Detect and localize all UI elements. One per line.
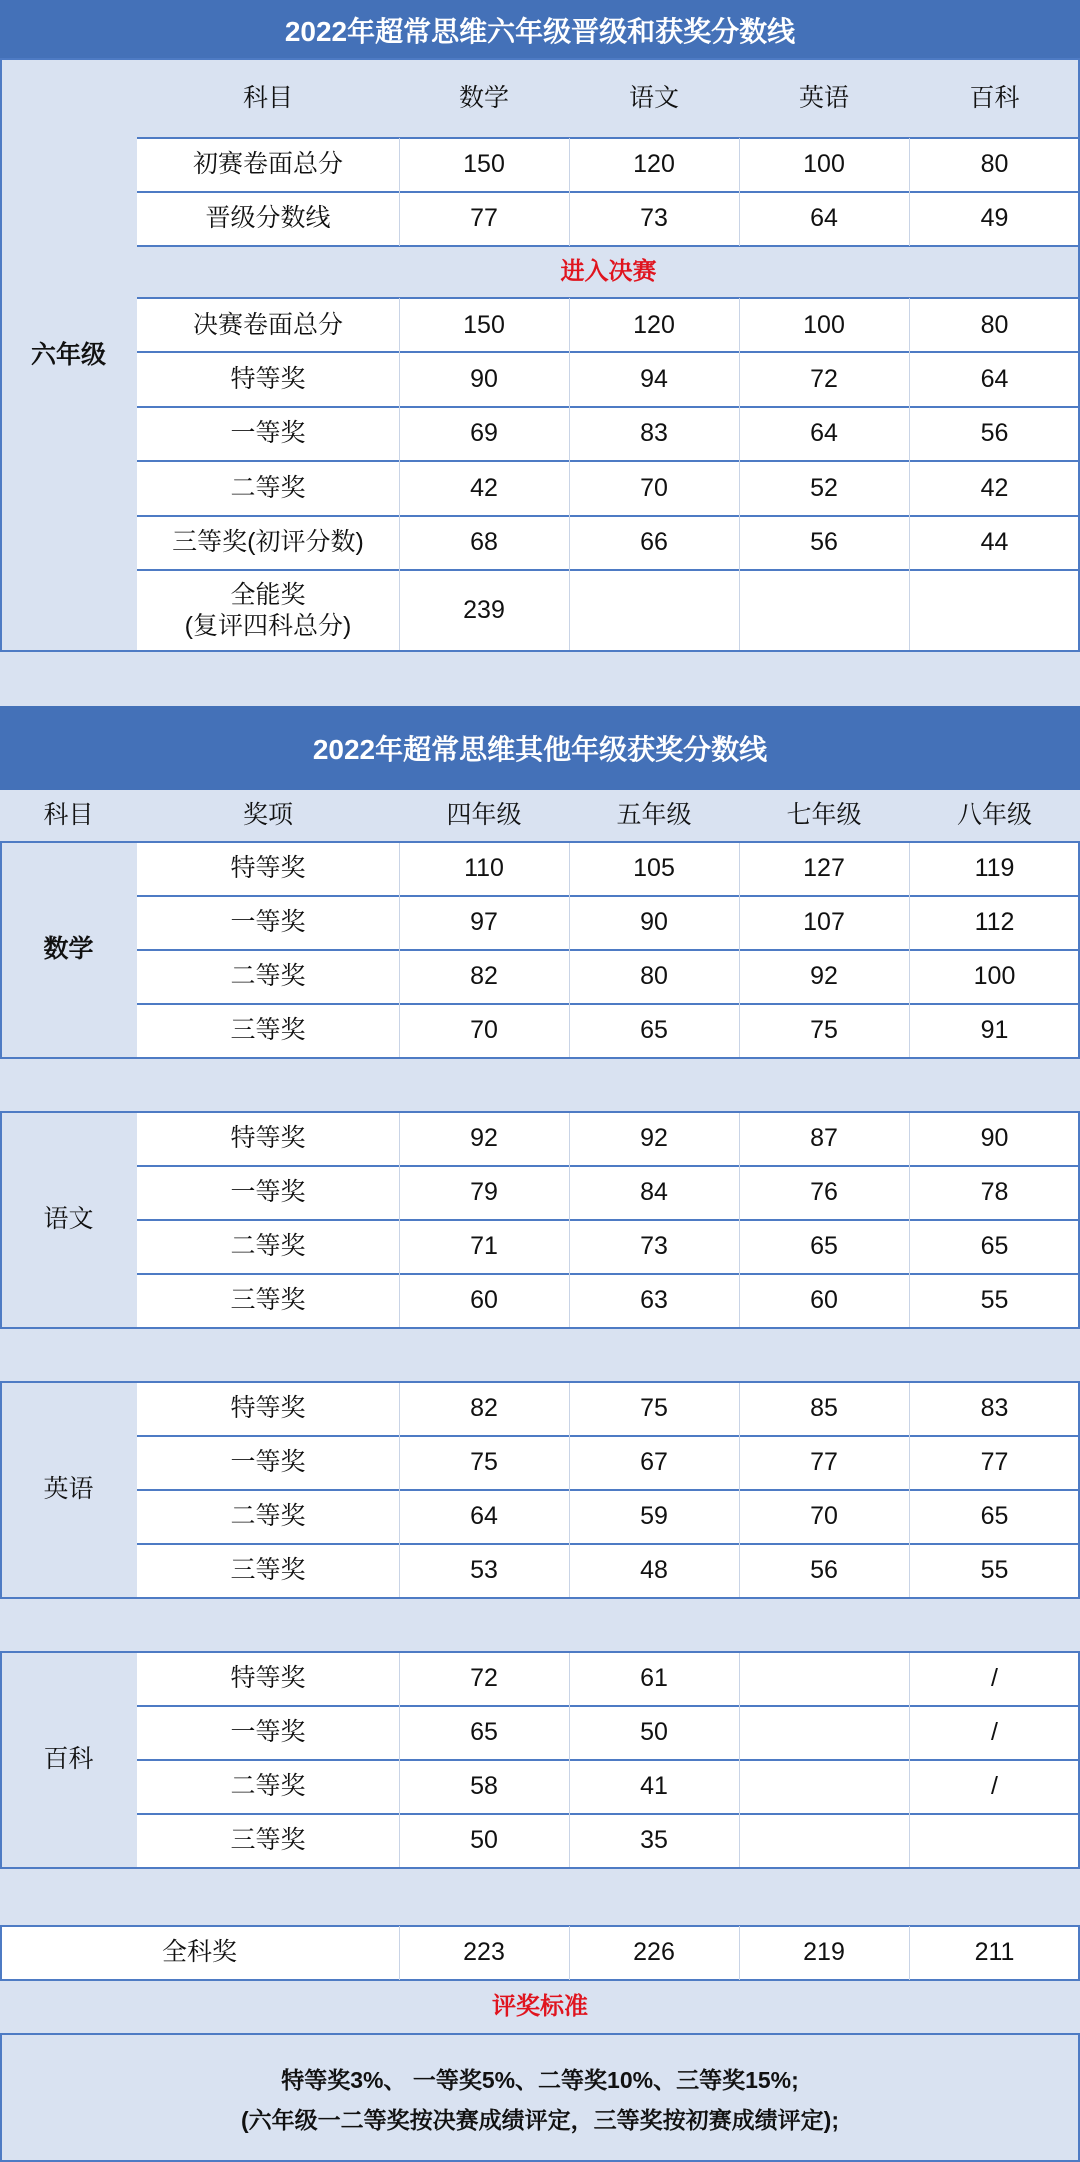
table2-header-award: 奖项 — [137, 790, 399, 842]
award-row-value — [739, 1706, 909, 1760]
award-row-value: 87 — [739, 1112, 909, 1166]
grade-label: 六年级 — [0, 60, 137, 652]
final-row-value: 64 — [909, 352, 1080, 406]
subject-spacer — [0, 1328, 1080, 1382]
table2-header-grade5: 五年级 — [569, 790, 739, 842]
award-row-value: 82 — [399, 950, 569, 1004]
award-row-value: 59 — [569, 1490, 739, 1544]
award-standard-line1: 特等奖3%、 一等奖5%、二等奖10%、三等奖15%; — [281, 2067, 799, 2093]
row-divider — [137, 1489, 1080, 1491]
final-row-value: 42 — [909, 461, 1080, 515]
all-round-award-label — [137, 570, 399, 652]
final-row-value: 72 — [739, 352, 909, 406]
award-row-value: 112 — [909, 896, 1080, 950]
award-row-label: 一等奖 — [137, 1436, 399, 1490]
award-row-value: 92 — [569, 1112, 739, 1166]
final-row-value: 70 — [569, 461, 739, 515]
row-divider — [137, 1543, 1080, 1545]
table1-header-math: 数学 — [399, 60, 569, 138]
subject-label: 百科 — [0, 1652, 137, 1868]
award-row-value: 90 — [569, 896, 739, 950]
award-standard-title: 评奖标准 — [0, 1980, 1080, 2034]
prelim-row-value: 73 — [569, 192, 739, 246]
award-row-value: 58 — [399, 1760, 569, 1814]
column-divider — [399, 842, 400, 1058]
all-round-label-line2: (复评四科总分) — [184, 612, 352, 640]
award-row-value: 64 — [399, 1490, 569, 1544]
column-divider — [909, 298, 910, 652]
award-row-value: 65 — [909, 1490, 1080, 1544]
award-row-value: 119 — [909, 842, 1080, 896]
column-divider — [399, 1652, 400, 1868]
final-row-value: 80 — [909, 298, 1080, 352]
prelim-row-value: 100 — [739, 138, 909, 192]
column-divider — [569, 1112, 570, 1328]
row-divider — [137, 351, 1080, 353]
award-row-value: 97 — [399, 896, 569, 950]
row-divider — [137, 569, 1080, 571]
award-row-value: 75 — [739, 1004, 909, 1058]
row-divider — [137, 1435, 1080, 1437]
award-row-value: 91 — [909, 1004, 1080, 1058]
award-row-value: 61 — [569, 1652, 739, 1706]
award-row-value: 92 — [399, 1112, 569, 1166]
award-row-label: 三等奖 — [137, 1004, 399, 1058]
subject-spacer — [0, 1058, 1080, 1112]
award-row-value: 73 — [569, 1220, 739, 1274]
row-divider — [137, 1003, 1080, 1005]
row-divider — [137, 137, 1080, 139]
final-row-value: 44 — [909, 516, 1080, 570]
award-row-value: 110 — [399, 842, 569, 896]
final-row-value: 56 — [909, 407, 1080, 461]
row-divider — [0, 841, 1080, 843]
prelim-row-value: 80 — [909, 138, 1080, 192]
column-divider — [909, 138, 910, 246]
award-row-value: 41 — [569, 1760, 739, 1814]
column-divider — [399, 1112, 400, 1328]
award-row-value: 90 — [909, 1112, 1080, 1166]
row-divider — [137, 895, 1080, 897]
final-row-value: 83 — [569, 407, 739, 461]
column-divider — [739, 138, 740, 246]
all-round-chinese — [569, 570, 739, 652]
final-row-value: 52 — [739, 461, 909, 515]
subject-label: 语文 — [0, 1112, 137, 1328]
award-row-value: / — [909, 1652, 1080, 1706]
column-divider — [569, 138, 570, 246]
award-row-value — [739, 1652, 909, 1706]
column-divider — [739, 298, 740, 652]
column-divider — [569, 1926, 570, 1980]
award-row-value: 55 — [909, 1544, 1080, 1598]
subject-label: 英语 — [0, 1382, 137, 1598]
subject-spacer — [0, 1868, 1080, 1926]
prelim-row-value: 77 — [399, 192, 569, 246]
column-divider — [739, 1382, 740, 1598]
award-row-value: 60 — [399, 1274, 569, 1328]
table1-header-english: 英语 — [739, 60, 909, 138]
award-row-value: 63 — [569, 1274, 739, 1328]
award-row-value: 48 — [569, 1544, 739, 1598]
column-divider — [739, 1926, 740, 1980]
final-row-value: 90 — [399, 352, 569, 406]
award-row-value: 35 — [569, 1814, 739, 1868]
award-row-value: 65 — [399, 1706, 569, 1760]
award-row-value: 72 — [399, 1652, 569, 1706]
award-row-label: 三等奖 — [137, 1544, 399, 1598]
column-divider — [909, 1112, 910, 1328]
all-round-encyclopedia — [909, 570, 1080, 652]
subject-spacer — [0, 1598, 1080, 1652]
award-row-value: / — [909, 1706, 1080, 1760]
final-row-value: 56 — [739, 516, 909, 570]
award-row-value: 65 — [909, 1220, 1080, 1274]
award-row-value: 82 — [399, 1382, 569, 1436]
final-row-value: 69 — [399, 407, 569, 461]
award-row-value: 84 — [569, 1166, 739, 1220]
column-divider — [739, 1112, 740, 1328]
row-divider — [137, 1219, 1080, 1221]
award-row-label: 三等奖 — [137, 1814, 399, 1868]
all-round-english — [739, 570, 909, 652]
column-divider — [909, 1382, 910, 1598]
final-row-value: 66 — [569, 516, 739, 570]
table1-title: 2022年超常思维六年级晋级和获奖分数线 — [0, 0, 1080, 60]
award-row-value: 70 — [399, 1004, 569, 1058]
award-row-value: 53 — [399, 1544, 569, 1598]
table-spacer — [0, 652, 1080, 706]
table1-header-subject: 科目 — [137, 60, 399, 138]
table2-header-grade8: 八年级 — [909, 790, 1080, 842]
final-row-value: 150 — [399, 298, 569, 352]
row-divider — [137, 949, 1080, 951]
final-row-value: 42 — [399, 461, 569, 515]
final-row-label: 决赛卷面总分 — [137, 298, 399, 352]
award-row-value: 85 — [739, 1382, 909, 1436]
row-divider — [137, 297, 1080, 299]
prelim-row-label: 初赛卷面总分 — [137, 138, 399, 192]
column-divider — [399, 1382, 400, 1598]
award-row-value: 70 — [739, 1490, 909, 1544]
prelim-row-value: 150 — [399, 138, 569, 192]
award-row-value: 105 — [569, 842, 739, 896]
prelim-row-value: 120 — [569, 138, 739, 192]
award-row-label: 三等奖 — [137, 1274, 399, 1328]
table1-header-encyclopedia: 百科 — [909, 60, 1080, 138]
column-divider — [909, 1926, 910, 1980]
award-row-label: 一等奖 — [137, 1166, 399, 1220]
column-divider — [569, 1382, 570, 1598]
award-standard-line2: (六年级一二等奖按决赛成绩评定，三等奖按初赛成绩评定); — [241, 2107, 839, 2133]
column-divider — [399, 1926, 400, 1980]
final-row-value: 100 — [739, 298, 909, 352]
award-row-label: 二等奖 — [137, 1490, 399, 1544]
subject-label: 数学 — [0, 842, 137, 1058]
prelim-row-value: 49 — [909, 192, 1080, 246]
all-round-label-line1: 全能奖 — [230, 580, 306, 609]
award-row-label: 特等奖 — [137, 842, 399, 896]
award-row-value: 78 — [909, 1166, 1080, 1220]
award-row-label: 特等奖 — [137, 1652, 399, 1706]
all-subject-grade8: 211 — [909, 1926, 1080, 1980]
row-divider — [137, 245, 1080, 247]
award-row-value: 60 — [739, 1274, 909, 1328]
column-divider — [739, 842, 740, 1058]
row-divider — [137, 406, 1080, 408]
final-row-label: 一等奖 — [137, 407, 399, 461]
award-row-value: 65 — [569, 1004, 739, 1058]
award-row-label: 二等奖 — [137, 1220, 399, 1274]
award-row-label: 特等奖 — [137, 1112, 399, 1166]
final-row-label: 二等奖 — [137, 461, 399, 515]
column-divider — [909, 1652, 910, 1868]
award-row-label: 二等奖 — [137, 950, 399, 1004]
column-divider — [569, 298, 570, 652]
row-divider — [137, 1705, 1080, 1707]
final-row-value: 68 — [399, 516, 569, 570]
row-divider — [137, 1813, 1080, 1815]
award-row-value — [739, 1760, 909, 1814]
table1-header-chinese: 语文 — [569, 60, 739, 138]
award-row-value: 55 — [909, 1274, 1080, 1328]
prelim-row-value: 64 — [739, 192, 909, 246]
row-divider — [137, 1759, 1080, 1761]
award-row-value: 79 — [399, 1166, 569, 1220]
award-row-value: 65 — [739, 1220, 909, 1274]
table2-header-subject: 科目 — [0, 790, 137, 842]
column-divider — [569, 1652, 570, 1868]
award-row-label: 一等奖 — [137, 1706, 399, 1760]
column-divider — [739, 1652, 740, 1868]
award-row-value: 56 — [739, 1544, 909, 1598]
award-row-value: 67 — [569, 1436, 739, 1490]
table2-header-grade7: 七年级 — [739, 790, 909, 842]
award-standard-box — [0, 2034, 1080, 2162]
final-divider: 进入决赛 — [137, 246, 1080, 298]
column-divider — [399, 138, 400, 246]
row-divider — [137, 191, 1080, 193]
all-subject-grade7: 219 — [739, 1926, 909, 1980]
column-divider — [909, 842, 910, 1058]
award-row-value: 50 — [399, 1814, 569, 1868]
final-row-label: 三等奖(初评分数) — [137, 516, 399, 570]
column-divider — [399, 298, 400, 652]
row-divider — [137, 515, 1080, 517]
final-row-value: 120 — [569, 298, 739, 352]
award-row-value: 77 — [909, 1436, 1080, 1490]
final-row-label: 特等奖 — [137, 352, 399, 406]
row-divider — [137, 460, 1080, 462]
award-row-value: 92 — [739, 950, 909, 1004]
all-subject-award-label: 全科奖 — [0, 1926, 399, 1980]
award-row-value: / — [909, 1760, 1080, 1814]
award-row-label: 特等奖 — [137, 1382, 399, 1436]
award-row-value: 75 — [399, 1436, 569, 1490]
award-row-label: 二等奖 — [137, 1760, 399, 1814]
table2-header-grade4: 四年级 — [399, 790, 569, 842]
all-round-math: 239 — [399, 570, 569, 652]
award-row-value: 76 — [739, 1166, 909, 1220]
award-row-value: 75 — [569, 1382, 739, 1436]
prelim-row-label: 晋级分数线 — [137, 192, 399, 246]
award-row-value: 71 — [399, 1220, 569, 1274]
all-subject-grade4: 223 — [399, 1926, 569, 1980]
award-row-value — [909, 1814, 1080, 1868]
award-row-value: 100 — [909, 950, 1080, 1004]
final-row-value: 94 — [569, 352, 739, 406]
final-row-value: 64 — [739, 407, 909, 461]
award-row-value: 107 — [739, 896, 909, 950]
all-subject-grade5: 226 — [569, 1926, 739, 1980]
award-row-value: 50 — [569, 1706, 739, 1760]
row-divider — [137, 1273, 1080, 1275]
column-divider — [569, 842, 570, 1058]
row-divider — [137, 1165, 1080, 1167]
table2-title: 2022年超常思维其他年级获奖分数线 — [0, 706, 1080, 790]
award-row-value: 80 — [569, 950, 739, 1004]
award-row-value: 83 — [909, 1382, 1080, 1436]
award-row-value — [739, 1814, 909, 1868]
award-row-value: 77 — [739, 1436, 909, 1490]
award-row-value: 127 — [739, 842, 909, 896]
award-row-label: 一等奖 — [137, 896, 399, 950]
